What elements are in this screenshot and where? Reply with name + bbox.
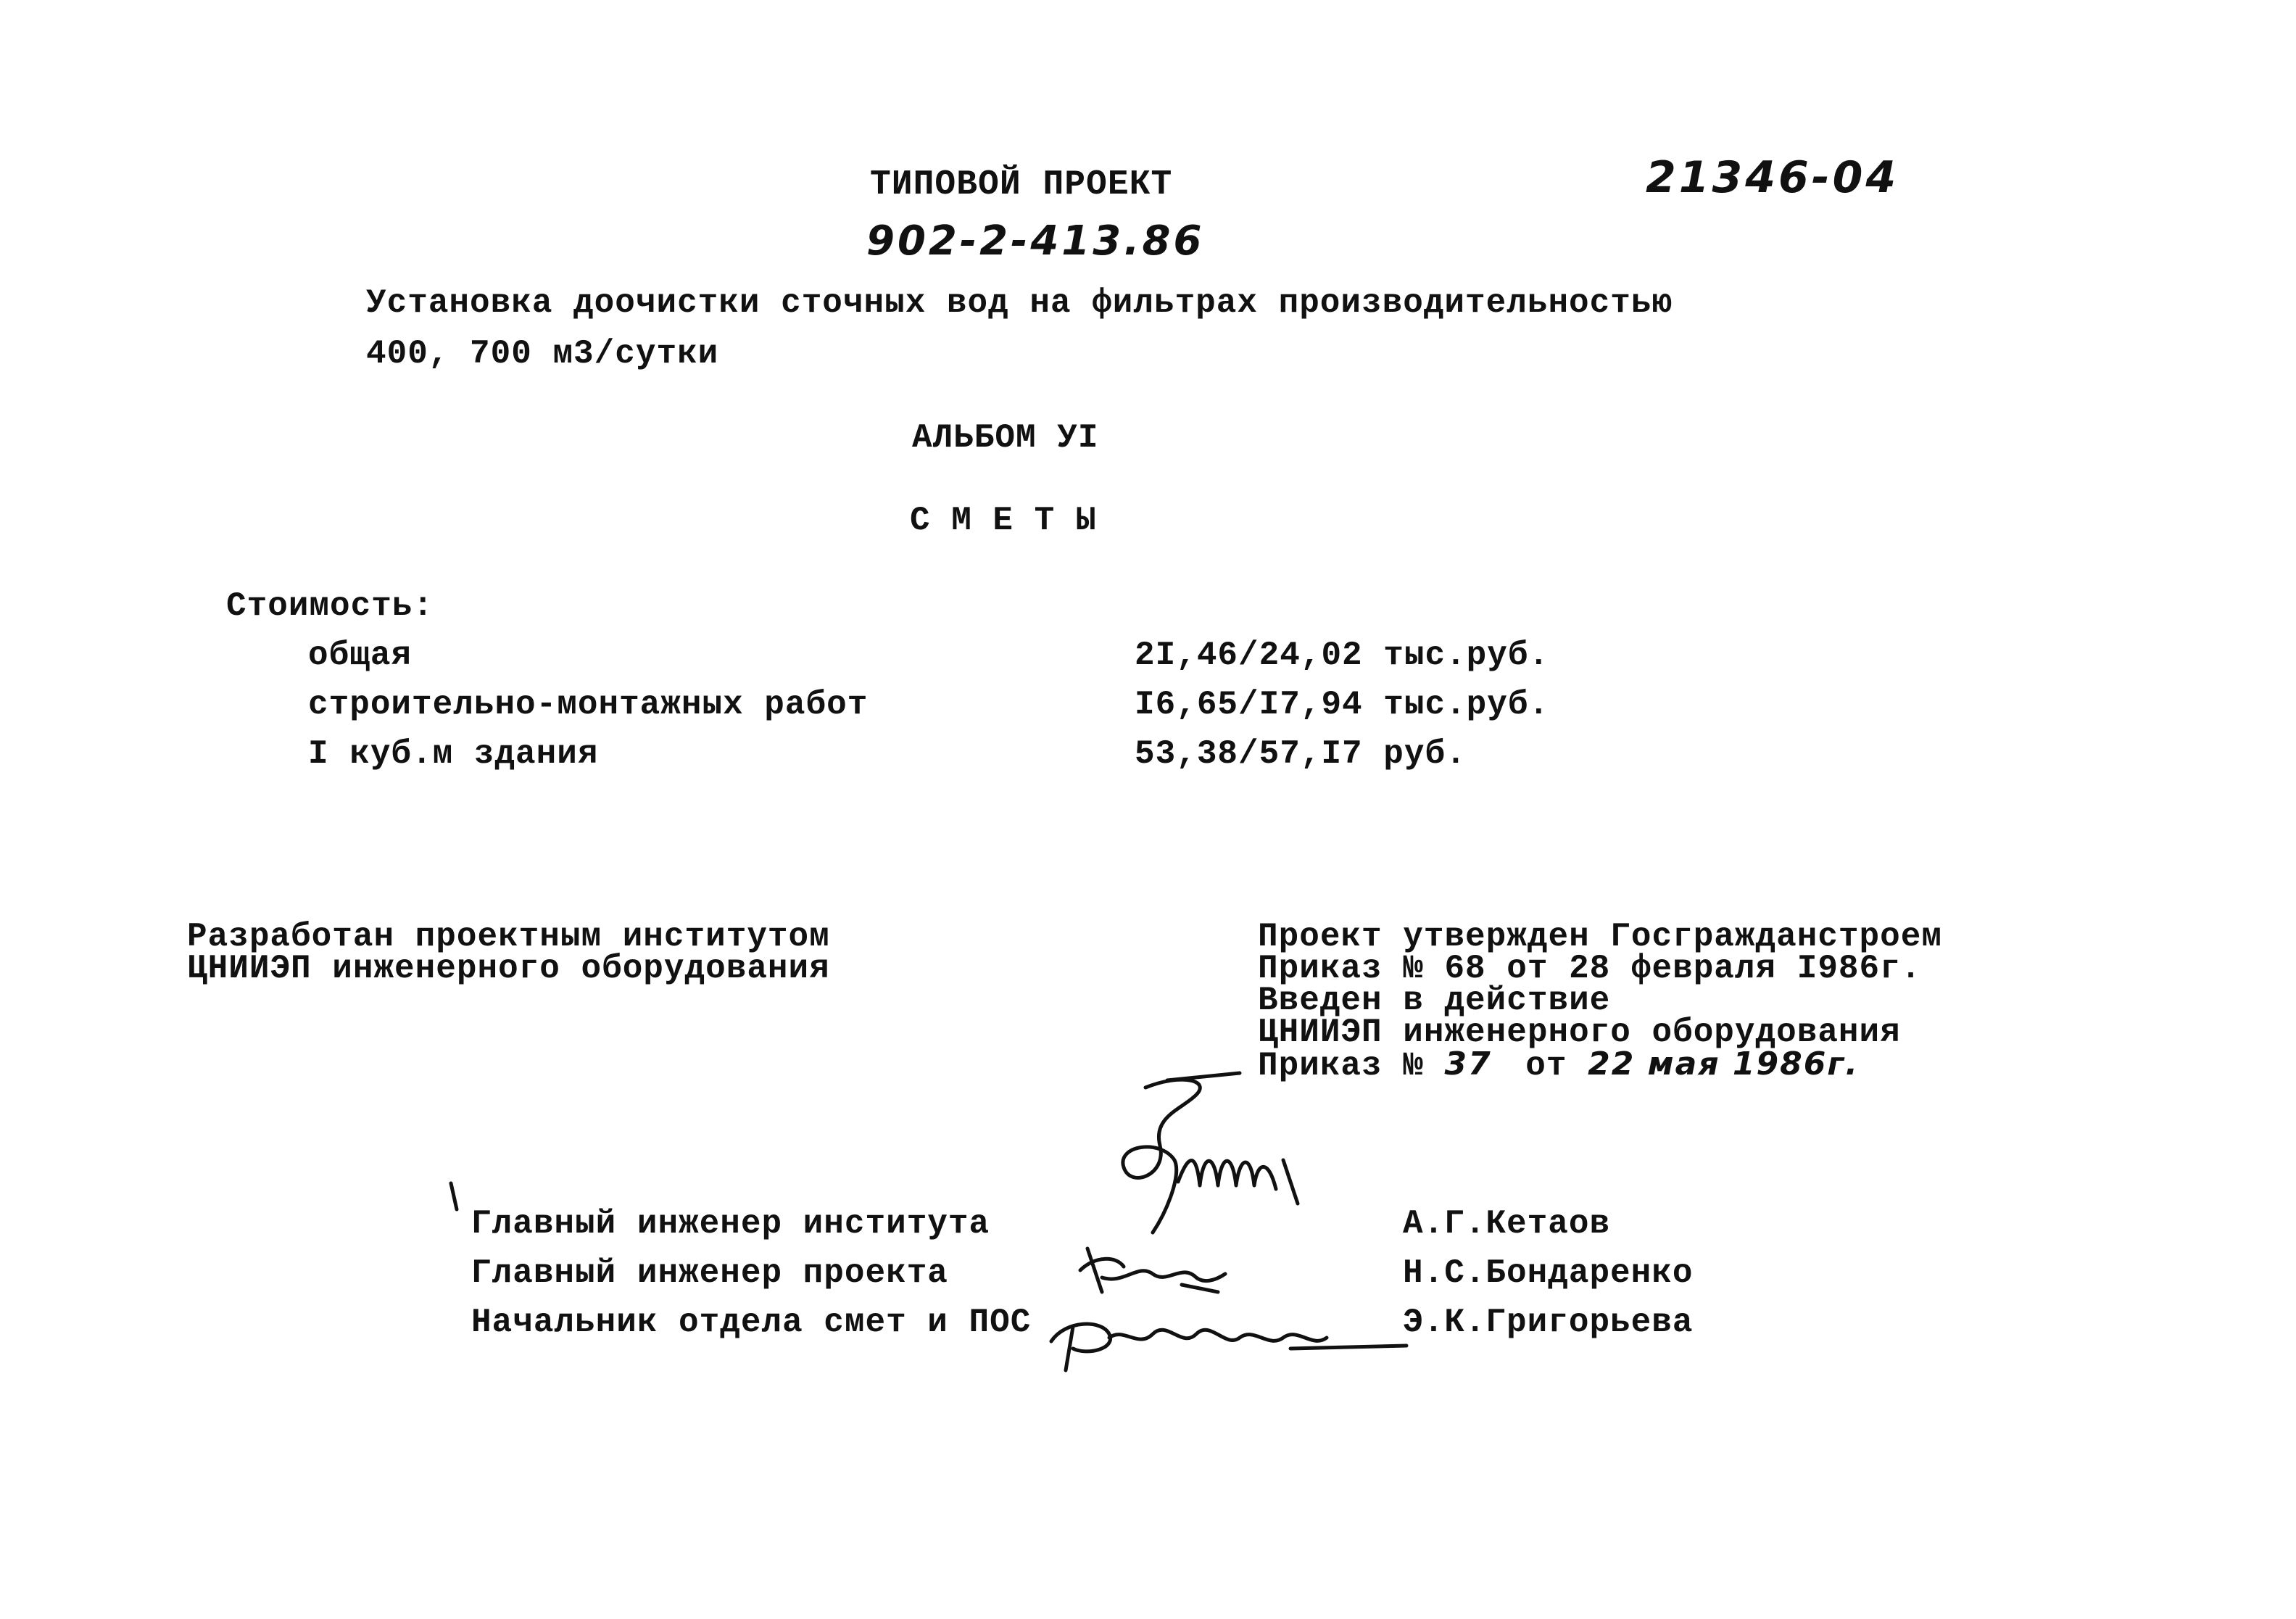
- approval-line-5: [1258, 1045, 1942, 1085]
- cost-value-per-cubic-meter: 53,38/57,I7 руб.: [1135, 735, 1467, 773]
- project-number: 902-2-413.86: [866, 218, 1205, 265]
- pen-tick-mark: [448, 1180, 463, 1217]
- signatory-name-3: Э.К.Григорьева: [1403, 1304, 1694, 1341]
- signatory-position-3: Начальник отдела смет и ПОС: [471, 1304, 1032, 1341]
- cost-value-total: 2I,46/24,02 тыс.руб.: [1135, 637, 1550, 674]
- approval-order-number: 37: [1444, 1045, 1492, 1082]
- document-title: ТИПОВОЙ ПРОЕКТ: [870, 165, 1173, 204]
- signatory-position-2: Главный инженер проекта: [471, 1254, 948, 1292]
- cost-label-total: общая: [308, 637, 413, 674]
- approval-line-4: ЦНИИЭП инженерного оборудования: [1258, 1014, 1901, 1051]
- cost-label-construction: строительно-монтажных работ: [308, 686, 869, 724]
- developer-line-2: ЦНИИЭП инженерного оборудования: [187, 950, 830, 987]
- signature-chief-engineer-institute: [1102, 1066, 1334, 1254]
- developer-line-1: Разработан проектным институтом: [187, 918, 830, 956]
- approval-line-1: Проект утвержден Госгражданстроем: [1258, 918, 1942, 956]
- signatory-name-1: А.Г.Кетаов: [1403, 1205, 1611, 1243]
- signatory-name-2: Н.С.Бондаренко: [1403, 1254, 1694, 1292]
- signatory-position-1: Главный инженер института: [471, 1205, 990, 1243]
- approval-line-2: Приказ № 68 от 28 февраля I986г.: [1258, 950, 1922, 987]
- cost-label-per-cubic-meter: I куб.м здания: [308, 735, 599, 773]
- approval-order-date: 22 мая 1986г.: [1588, 1045, 1860, 1082]
- description-line-1: Установка доочистки сточных вод на фильтрах производительностью: [366, 284, 1673, 322]
- section-title: С М Е Т Ы: [910, 502, 1097, 539]
- cost-value-construction: I6,65/I7,94 тыс.руб.: [1135, 686, 1550, 724]
- approval-block: [1258, 918, 1942, 1085]
- description-line-2: 400, 700 м3/сутки: [366, 335, 719, 373]
- approval-line-3: Введен в действие: [1258, 982, 1611, 1019]
- cost-heading: Стоимость:: [226, 587, 434, 625]
- archive-number: 21346-04: [1646, 152, 1899, 203]
- signature-chief-engineer-project: [1073, 1241, 1232, 1299]
- approval-order-prefix: Приказ №: [1258, 1047, 1424, 1085]
- approval-order-from: от: [1525, 1047, 1567, 1085]
- developer-block: [187, 918, 830, 987]
- album-label: АЛЬБОМ УI: [912, 419, 1099, 457]
- signature-head-estimates: [1044, 1298, 1421, 1385]
